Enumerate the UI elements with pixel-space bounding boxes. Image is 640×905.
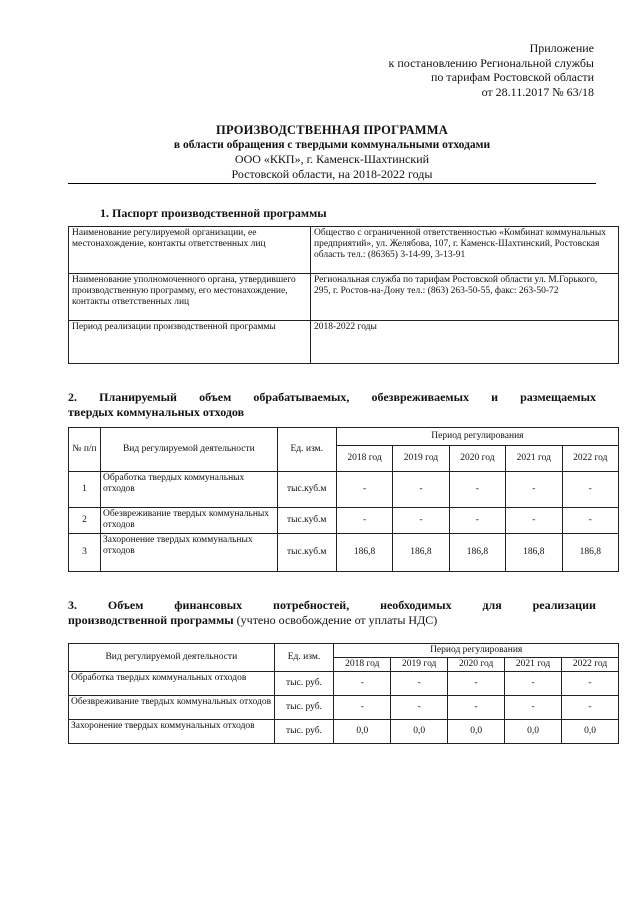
section2-heading-line2: твердых коммунальных отходов [68, 404, 245, 419]
col-year: 2018 год [334, 658, 391, 672]
heading-word: необходимых [380, 598, 452, 612]
row-activity: Обезвреживание твердых коммунальных отходов [101, 508, 278, 534]
row-value: 186,8 [336, 534, 392, 572]
row-value: - [562, 508, 618, 534]
heading-normal-part: (учтено освобождение от уплаты НДС) [233, 612, 438, 627]
table-row [69, 720, 619, 744]
row-value: - [393, 508, 449, 534]
col-period: Период регулирования [334, 644, 619, 658]
row-value: - [391, 672, 448, 696]
row-value: 186,8 [449, 534, 505, 572]
col-year: 2019 год [393, 446, 449, 472]
row-value: - [448, 696, 505, 720]
table-row [69, 672, 619, 696]
section2-heading [68, 390, 596, 419]
appendix-line: от 28.11.2017 № 63/18 [481, 84, 594, 99]
heading-word: 2. [68, 390, 77, 404]
row-activity: Обезвреживание твердых коммунальных отходов [69, 696, 275, 720]
heading-word: для [482, 598, 502, 612]
heading-bold-part: производственной программы [68, 612, 234, 627]
col-year: 2018 год [336, 446, 392, 472]
col-year: 2021 год [506, 446, 562, 472]
heading-word: финансовых [174, 598, 243, 612]
row-num: 3 [69, 534, 101, 572]
row-value: 186,8 [506, 534, 562, 572]
row-value: - [562, 672, 619, 696]
row-activity: Обработка твердых коммунальных отходов [101, 472, 278, 508]
title-sub: в области обращения с твердыми коммунальными отходами [173, 139, 491, 151]
volume-table [68, 427, 619, 572]
passport-value: Общество с ограниченной ответственностью «Комбинат коммунальных предприятий», ул. Желябова, 107, г. Каменск-Шахтинский, Ростовская область тел.: (86365) 3-14-99, 3-13-91 [311, 227, 619, 274]
appendix-line: по тарифам Ростовской области [430, 70, 594, 84]
row-value: - [334, 696, 391, 720]
heading-word: потребностей, [273, 598, 350, 612]
table-row [69, 227, 619, 274]
passport-label: Период реализации производственной программы [69, 321, 311, 364]
title-period: Ростовской области, на 2018-2022 годы [231, 166, 433, 181]
row-unit: тыс. руб. [274, 696, 334, 720]
appendix-header [389, 41, 594, 99]
col-unit: Ед. изм. [277, 428, 336, 472]
table-row [69, 472, 619, 508]
heading-word: обрабатываемых, [253, 390, 350, 404]
col-year: 2022 год [562, 446, 618, 472]
row-value: - [505, 696, 562, 720]
row-value: - [562, 472, 618, 508]
row-value: - [505, 672, 562, 696]
row-unit: тыс.куб.м [277, 472, 336, 508]
row-value: 186,8 [562, 534, 618, 572]
heading-word: Планируемый [99, 390, 177, 404]
row-value: - [448, 672, 505, 696]
appendix-line: Приложение [529, 41, 594, 55]
appendix-line: к постановлению Региональной службы [388, 55, 594, 70]
section2-heading-line1 [68, 390, 596, 405]
section1-heading: 1. Паспорт производственной программы [100, 206, 327, 220]
col-num: № п/п [69, 428, 101, 472]
row-value: - [506, 508, 562, 534]
row-activity: Захоронение твердых коммунальных отходов [69, 720, 275, 744]
heading-word: и [491, 390, 498, 404]
table-row [69, 274, 619, 321]
row-value: - [393, 472, 449, 508]
heading-word: обезвреживаемых [371, 390, 469, 404]
passport-value: Региональная служба по тарифам Ростовской области ул. М.Горького, 295, г. Ростов-на-Дону тел.: (863) 263-50-55, факс: 263-50-72 [311, 274, 619, 321]
row-num: 2 [69, 508, 101, 534]
col-period: Период регулирования [336, 428, 618, 446]
row-value: - [334, 672, 391, 696]
title-main: ПРОИЗВОДСТВЕННАЯ ПРОГРАММА [216, 123, 448, 137]
row-value: - [449, 508, 505, 534]
row-value: - [336, 472, 392, 508]
col-unit: Ед. изм. [274, 644, 334, 672]
row-unit: тыс. руб. [274, 672, 334, 696]
row-value: 0,0 [334, 720, 391, 744]
row-activity: Обработка твердых коммунальных отходов [69, 672, 275, 696]
row-unit: тыс.куб.м [277, 508, 336, 534]
section3-heading-line2 [68, 613, 596, 628]
table-header-row [69, 644, 619, 658]
col-year: 2020 год [448, 658, 505, 672]
row-unit: тыс.куб.м [277, 534, 336, 572]
row-value: 0,0 [505, 720, 562, 744]
row-value: 186,8 [393, 534, 449, 572]
row-activity: Захоронение твердых коммунальных отходов [101, 534, 278, 572]
row-num: 1 [69, 472, 101, 508]
col-year: 2021 год [505, 658, 562, 672]
row-value: 0,0 [448, 720, 505, 744]
heading-word: Объем [107, 598, 144, 612]
row-value: 0,0 [391, 720, 448, 744]
section3-heading [68, 598, 596, 627]
row-value: - [562, 696, 619, 720]
row-unit: тыс. руб. [274, 720, 334, 744]
title-org: ООО «ККП», г. Каменск-Шахтинский [234, 152, 430, 166]
document-title [68, 123, 596, 181]
section3-heading-line1 [68, 598, 596, 613]
passport-value: 2018-2022 годы [311, 321, 619, 364]
heading-word: размещаемых [520, 390, 596, 404]
col-activity: Вид регулируемой деятельности [101, 428, 278, 472]
col-year: 2022 год [562, 658, 619, 672]
col-activity: Вид регулируемой деятельности [69, 644, 275, 672]
table-row [69, 508, 619, 534]
row-value: - [391, 696, 448, 720]
heading-word: объем [199, 390, 232, 404]
row-value: 0,0 [562, 720, 619, 744]
row-value: - [449, 472, 505, 508]
col-year: 2020 год [449, 446, 505, 472]
table-row [69, 696, 619, 720]
title-divider [68, 183, 596, 184]
row-value: - [506, 472, 562, 508]
heading-word: реализации [532, 598, 596, 612]
table-row [69, 534, 619, 572]
heading-word: 3. [68, 598, 77, 612]
col-year: 2019 год [391, 658, 448, 672]
table-header-row [69, 428, 619, 446]
passport-table [68, 226, 619, 364]
table-row [69, 321, 619, 364]
finance-table [68, 643, 619, 744]
passport-label: Наименование регулируемой организации, ее местонахождение, контакты ответственных лиц [69, 227, 311, 274]
row-value: - [336, 508, 392, 534]
passport-label: Наименование уполномоченного органа, утвердившего производственную программу, его местонахождение, контакты ответственных лиц [69, 274, 311, 321]
